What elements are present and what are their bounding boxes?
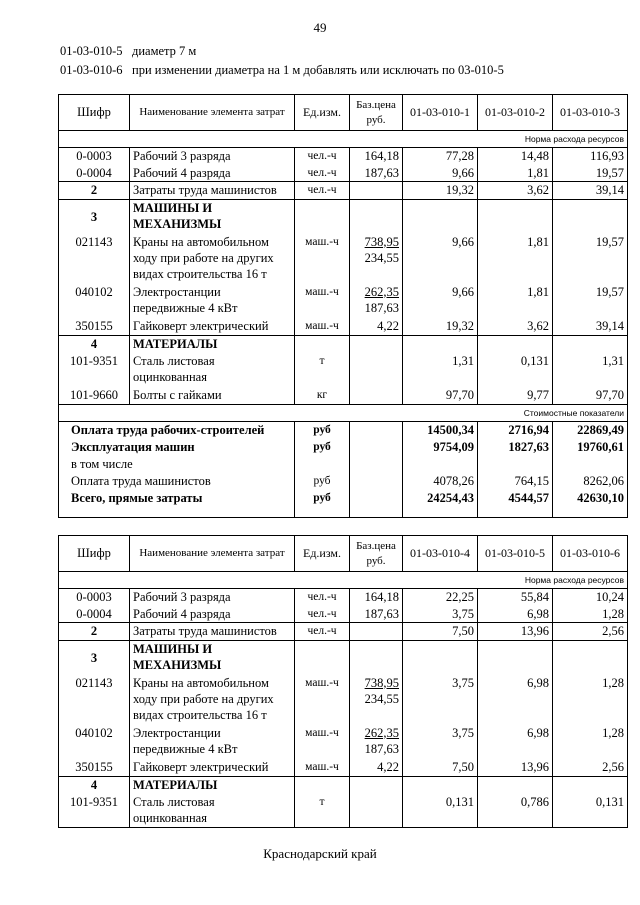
row-name: Затраты труда машинистов [130, 182, 295, 200]
empty-cell [403, 641, 478, 675]
band-cost [59, 405, 628, 422]
row-unit: маш.-ч [295, 759, 350, 777]
row-name: Рабочий 3 разряда [130, 148, 295, 165]
empty-cell [295, 641, 350, 675]
col-header-v2: 01-03-010-5 [478, 536, 553, 572]
table-row [59, 353, 628, 387]
table-section-row [59, 200, 628, 234]
col-header-v1: 01-03-010-4 [403, 536, 478, 572]
table-section-row [59, 641, 628, 675]
header-code: 01-03-010-5 [60, 44, 123, 58]
row-v3: 10,24 [553, 589, 628, 606]
row-code: 021143 [59, 675, 130, 725]
empty-cell [403, 200, 478, 234]
band-norm-label: Норма расхода ресурсов [59, 131, 628, 148]
empty-cell [403, 336, 478, 353]
row-price: 164,18 [350, 589, 403, 606]
row-v3: 116,93 [553, 148, 628, 165]
row-v1: 9,66 [403, 234, 478, 284]
row-v2: 3,62 [478, 318, 553, 336]
empty-cell [403, 777, 478, 794]
row-v1: 97,70 [403, 387, 478, 405]
band-cost-label: Стоимостные показатели [59, 405, 628, 422]
row-v1: 3,75 [403, 675, 478, 725]
row-v3: 19,57 [553, 284, 628, 318]
row-code: 0-0003 [59, 589, 130, 606]
row-price [350, 623, 403, 641]
price-current: 738,95 [364, 675, 399, 690]
row-name: МАТЕРИАЛЫ [130, 336, 295, 353]
row-code: 3 [59, 641, 130, 675]
header-text: диаметр 7 м [132, 44, 197, 58]
row-v3: 97,70 [553, 387, 628, 405]
row-code: 021143 [59, 234, 130, 284]
row-price: 187,63 [350, 606, 403, 623]
row-price: 4,22 [350, 318, 403, 336]
totals-row [59, 473, 628, 490]
col-header-unit: Ед.изм. [295, 95, 350, 131]
row-code: 2 [59, 623, 130, 641]
table-row [59, 165, 628, 182]
footer-region: Краснодарский край [263, 846, 377, 861]
table-header-row [59, 536, 628, 572]
row-price [350, 387, 403, 405]
row-v2: 6,98 [478, 606, 553, 623]
table-row [59, 387, 628, 405]
price-base: 187,63 [364, 741, 399, 756]
row-v3: 2,56 [553, 623, 628, 641]
row-v2: 1,81 [478, 234, 553, 284]
row-code: 0-0004 [59, 165, 130, 182]
table-section-row [59, 777, 628, 794]
col-header-name: Наименование элемента затрат [130, 536, 295, 572]
t1-body [59, 148, 628, 405]
row-v1: 7,50 [403, 759, 478, 777]
col-header-code: Шифр [59, 95, 130, 131]
row-code: 0-0003 [59, 148, 130, 165]
row-v3: 2,56 [553, 759, 628, 777]
row-v2: 55,84 [478, 589, 553, 606]
row-v1: 9,66 [403, 165, 478, 182]
row-code: 040102 [59, 725, 130, 759]
total-v1: 9754,09 [403, 439, 478, 456]
row-unit: чел.-ч [295, 165, 350, 182]
row-v3: 39,14 [553, 318, 628, 336]
total-unit: руб [295, 422, 350, 439]
total-v1: 24254,43 [403, 490, 478, 518]
total-unit [295, 456, 350, 473]
row-v2: 14,48 [478, 148, 553, 165]
empty-cell [295, 777, 350, 794]
col-header-v1: 01-03-010-1 [403, 95, 478, 131]
row-name: Краны на автомобильном ходу при работе на других видах строительства 16 т [130, 234, 295, 284]
totals-row [59, 422, 628, 439]
row-name: Рабочий 3 разряда [130, 589, 295, 606]
row-v1: 0,131 [403, 794, 478, 828]
row-code: 350155 [59, 318, 130, 336]
col-header-v2: 01-03-010-2 [478, 95, 553, 131]
row-name: Электростанции передвижные 4 кВт [130, 284, 295, 318]
row-v2: 9,77 [478, 387, 553, 405]
row-v2: 6,98 [478, 675, 553, 725]
empty-cell [350, 439, 403, 456]
totals-row [59, 490, 628, 518]
price-current: 262,35 [364, 284, 399, 299]
total-v3: 42630,10 [553, 490, 628, 518]
col-header-v3: 01-03-010-3 [553, 95, 628, 131]
row-price [350, 234, 403, 284]
empty-cell [295, 336, 350, 353]
row-v2: 13,96 [478, 759, 553, 777]
col-header-code: Шифр [59, 536, 130, 572]
row-v1: 3,75 [403, 606, 478, 623]
empty-cell [350, 641, 403, 675]
row-price [350, 794, 403, 828]
empty-cell [478, 336, 553, 353]
total-v2: 764,15 [478, 473, 553, 490]
total-v3: 8262,06 [553, 473, 628, 490]
row-code: 2 [59, 182, 130, 200]
table-header-row [59, 95, 628, 131]
band-norm-label: Норма расхода ресурсов [59, 572, 628, 589]
price-current: 262,35 [364, 725, 399, 740]
row-price [350, 725, 403, 759]
total-v3: 19760,61 [553, 439, 628, 456]
row-v3: 39,14 [553, 182, 628, 200]
table-row [59, 675, 628, 725]
band-norm [59, 131, 628, 148]
row-price [350, 675, 403, 725]
row-v3: 1,28 [553, 725, 628, 759]
row-code: 101-9351 [59, 353, 130, 387]
empty-cell [553, 641, 628, 675]
table-row [59, 589, 628, 606]
band-norm [59, 572, 628, 589]
empty-cell [350, 456, 403, 473]
table-section-row [59, 336, 628, 353]
empty-cell [553, 200, 628, 234]
row-unit: т [295, 353, 350, 387]
row-code: 4 [59, 777, 130, 794]
row-v3: 19,57 [553, 165, 628, 182]
table-row [59, 725, 628, 759]
row-name: Рабочий 4 разряда [130, 165, 295, 182]
total-v1 [403, 456, 478, 473]
row-v2: 6,98 [478, 725, 553, 759]
row-code: 3 [59, 200, 130, 234]
empty-cell [350, 422, 403, 439]
row-v2: 13,96 [478, 623, 553, 641]
col-header-name: Наименование элемента затрат [130, 95, 295, 131]
empty-cell [350, 200, 403, 234]
table-row [59, 794, 628, 828]
total-name: в том числе [59, 456, 295, 473]
row-unit: маш.-ч [295, 318, 350, 336]
totals-row [59, 439, 628, 456]
row-code: 101-9351 [59, 794, 130, 828]
row-unit: чел.-ч [295, 148, 350, 165]
row-price: 164,18 [350, 148, 403, 165]
row-v2: 1,81 [478, 165, 553, 182]
row-unit: кг [295, 387, 350, 405]
total-v3: 22869,49 [553, 422, 628, 439]
row-unit: маш.-ч [295, 675, 350, 725]
empty-cell [478, 641, 553, 675]
empty-cell [478, 777, 553, 794]
row-v1: 19,32 [403, 182, 478, 200]
row-v1: 3,75 [403, 725, 478, 759]
row-name: МАШИНЫ И МЕХАНИЗМЫ [130, 641, 295, 675]
total-unit: руб [295, 490, 350, 518]
row-name: Краны на автомобильном ходу при работе на других видах строительства 16 т [130, 675, 295, 725]
row-name: Гайковерт электрический [130, 759, 295, 777]
row-name: Затраты труда машинистов [130, 623, 295, 641]
table-row [59, 318, 628, 336]
price-base: 234,55 [364, 691, 399, 706]
row-name: МАШИНЫ И МЕХАНИЗМЫ [130, 200, 295, 234]
empty-cell [350, 777, 403, 794]
empty-cell [478, 200, 553, 234]
row-v3: 1,28 [553, 606, 628, 623]
total-name: Оплата труда машинистов [59, 473, 295, 490]
price-current: 738,95 [364, 234, 399, 249]
empty-cell [295, 200, 350, 234]
row-code: 0-0004 [59, 606, 130, 623]
table-row [59, 759, 628, 777]
total-v3 [553, 456, 628, 473]
total-v2: 4544,57 [478, 490, 553, 518]
table-row [59, 182, 628, 200]
row-v3: 1,31 [553, 353, 628, 387]
table-row [59, 148, 628, 165]
total-v1: 4078,26 [403, 473, 478, 490]
row-unit: чел.-ч [295, 182, 350, 200]
row-v2: 0,786 [478, 794, 553, 828]
row-price [350, 182, 403, 200]
totals-row [59, 456, 628, 473]
row-v2: 3,62 [478, 182, 553, 200]
col-header-price: Баз.цена руб. [350, 536, 403, 572]
row-name: Рабочий 4 разряда [130, 606, 295, 623]
header-line-1 [60, 44, 196, 59]
row-v2: 0,131 [478, 353, 553, 387]
row-price: 4,22 [350, 759, 403, 777]
total-v2: 1827,63 [478, 439, 553, 456]
row-price [350, 353, 403, 387]
row-v2: 1,81 [478, 284, 553, 318]
row-v3: 0,131 [553, 794, 628, 828]
row-name: Сталь листовая оцинкованная [130, 353, 295, 387]
total-name: Всего, прямые затраты [59, 490, 295, 518]
row-v1: 7,50 [403, 623, 478, 641]
empty-cell [553, 336, 628, 353]
total-v1: 14500,34 [403, 422, 478, 439]
empty-cell [350, 490, 403, 518]
row-v1: 9,66 [403, 284, 478, 318]
row-v1: 77,28 [403, 148, 478, 165]
row-code: 040102 [59, 284, 130, 318]
page-number: 49 [313, 20, 327, 35]
row-unit: чел.-ч [295, 623, 350, 641]
table-row [59, 234, 628, 284]
row-name: Электростанции передвижные 4 кВт [130, 725, 295, 759]
price-base: 187,63 [364, 300, 399, 315]
header-line-2 [60, 63, 504, 78]
total-unit: руб [295, 439, 350, 456]
row-unit: маш.-ч [295, 725, 350, 759]
total-name: Эксплуатация машин [59, 439, 295, 456]
row-unit: маш.-ч [295, 284, 350, 318]
row-name: Сталь листовая оцинкованная [130, 794, 295, 828]
price-base: 234,55 [364, 250, 399, 265]
row-v1: 19,32 [403, 318, 478, 336]
row-name: Болты с гайками [130, 387, 295, 405]
empty-cell [553, 777, 628, 794]
total-unit: руб [295, 473, 350, 490]
col-header-price: Баз.цена руб. [350, 95, 403, 131]
empty-cell [350, 473, 403, 490]
row-unit: чел.-ч [295, 589, 350, 606]
row-name: МАТЕРИАЛЫ [130, 777, 295, 794]
total-v2 [478, 456, 553, 473]
row-v3: 1,28 [553, 675, 628, 725]
row-v1: 22,25 [403, 589, 478, 606]
total-name: Оплата труда рабочих-строителей [59, 422, 295, 439]
row-unit: т [295, 794, 350, 828]
row-price [350, 284, 403, 318]
total-v2: 2716,94 [478, 422, 553, 439]
resource-table-2 [58, 535, 628, 828]
header-code: 01-03-010-6 [60, 63, 123, 77]
table-row [59, 606, 628, 623]
row-unit: маш.-ч [295, 234, 350, 284]
row-code: 350155 [59, 759, 130, 777]
empty-cell [350, 336, 403, 353]
row-v1: 1,31 [403, 353, 478, 387]
col-header-unit: Ед.изм. [295, 536, 350, 572]
row-unit: чел.-ч [295, 606, 350, 623]
table-row [59, 284, 628, 318]
row-name: Гайковерт электрический [130, 318, 295, 336]
row-code: 101-9660 [59, 387, 130, 405]
table-row [59, 623, 628, 641]
col-header-v3: 01-03-010-6 [553, 536, 628, 572]
row-code: 4 [59, 336, 130, 353]
header-text: при изменении диаметра на 1 м добавлять или исключать по 03-010-5 [132, 63, 504, 77]
row-price: 187,63 [350, 165, 403, 182]
resource-table-1 [58, 94, 628, 518]
row-v3: 19,57 [553, 234, 628, 284]
